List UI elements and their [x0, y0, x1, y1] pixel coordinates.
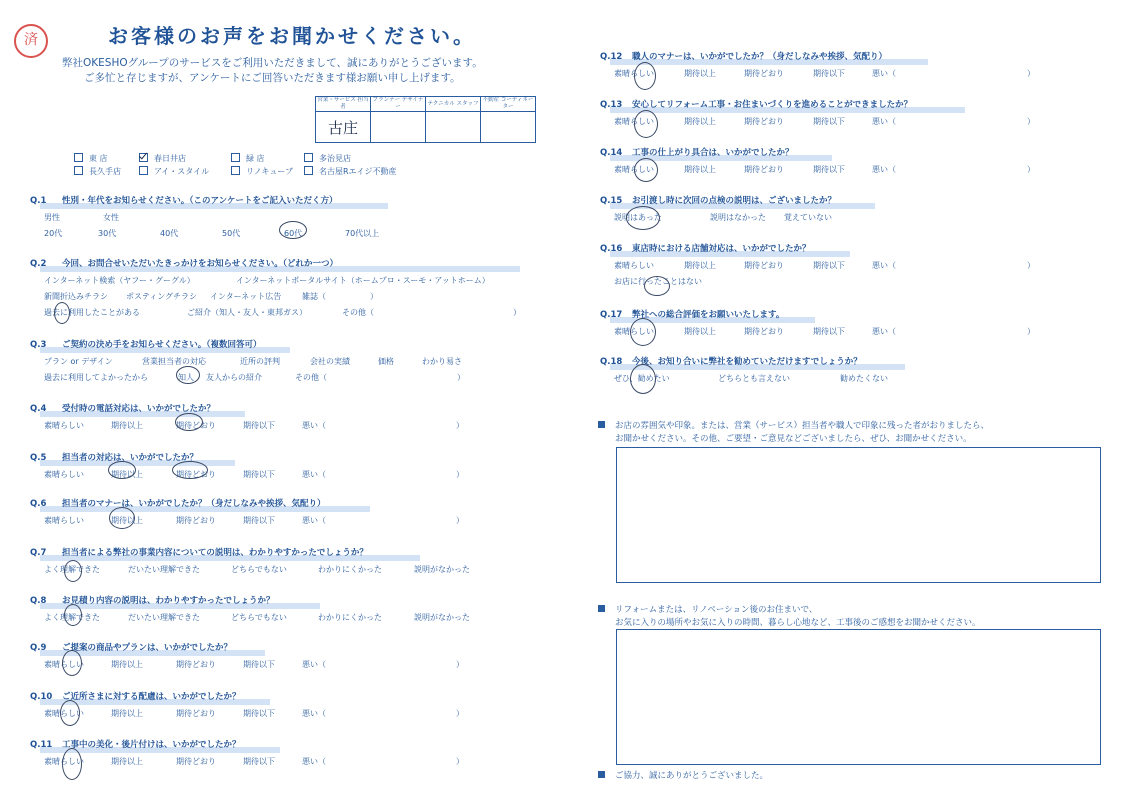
answer-option[interactable]: 素晴らしい	[44, 660, 84, 669]
answer-mark	[172, 461, 208, 479]
answer-option[interactable]: 悪い（	[872, 117, 896, 126]
thanks-footer: ご協力、誠にありがとうございました。	[598, 770, 768, 783]
question-text: 今後、お知り合いに弊社を勧めていただけますでしょうか？	[632, 357, 862, 367]
answer-option[interactable]: 素晴らしい	[614, 261, 654, 270]
question-15-heading	[600, 194, 836, 206]
store-kasugai[interactable]: 春日井店	[139, 153, 186, 164]
question-number: Q.10	[30, 692, 53, 702]
question-text: 今回、お問合せいただいたきっかけをお知らせください。（どれか一つ）	[62, 259, 338, 269]
store-higashi[interactable]: 東 店	[74, 153, 108, 164]
staff-entry-technical[interactable]	[426, 112, 481, 143]
answer-option[interactable]: わかり易さ	[422, 357, 462, 366]
answer-option[interactable]: ）	[457, 373, 465, 382]
question-text: ご契約の決め手をお知らせください。（複数回答可）	[62, 340, 262, 350]
answer-option[interactable]: ）	[1027, 327, 1035, 336]
answer-mark	[64, 604, 82, 626]
answer-option[interactable]: わかりにくかった	[318, 613, 382, 622]
answer-option[interactable]: 悪い（	[872, 327, 896, 336]
answer-option[interactable]: 会社の実績	[310, 357, 350, 366]
answer-option[interactable]: 期待以上	[111, 709, 143, 718]
answer-option[interactable]: 期待どおり	[176, 470, 216, 479]
answer-option[interactable]: 素晴らしい	[614, 117, 654, 126]
answer-option[interactable]: ）	[456, 470, 464, 479]
answer-mark	[634, 62, 656, 90]
answer-option[interactable]: 期待以上	[684, 165, 716, 174]
answer-option[interactable]: ）	[456, 757, 464, 766]
answer-option[interactable]: 期待どおり	[744, 261, 784, 270]
answer-mark	[54, 302, 70, 324]
question-7-heading	[30, 546, 368, 558]
answer-option[interactable]: 素晴らしい	[44, 757, 84, 766]
question-number: Q.17	[600, 310, 623, 320]
question-number: Q.9	[30, 643, 47, 653]
question-number: Q.13	[600, 100, 623, 110]
page-title: お客様のお声をお聞かせください。	[108, 24, 476, 48]
answer-option[interactable]: 70代以上	[345, 229, 380, 238]
answer-option[interactable]: 悪い（	[302, 709, 326, 718]
answer-option[interactable]: 期待どおり	[176, 660, 216, 669]
answer-option[interactable]: ）	[1027, 165, 1035, 174]
answer-option[interactable]: どちらとも言えない	[718, 374, 790, 383]
answer-option[interactable]: その他（	[295, 373, 327, 382]
answer-option[interactable]: だいたい理解できた	[128, 613, 200, 622]
answer-mark	[634, 158, 658, 182]
answer-option[interactable]: 期待どおり	[176, 757, 216, 766]
answer-option[interactable]: 30代	[98, 229, 117, 238]
answer-option[interactable]: 友人からの紹介	[206, 373, 262, 382]
answer-option[interactable]: ポスティングチラシ	[126, 292, 198, 301]
answer-option[interactable]: 期待どおり	[744, 117, 784, 126]
answer-mark	[108, 461, 136, 479]
question-text: 担当者のマナーは、いかがでしたか？（身だしなみや挨拶、気配り）	[62, 499, 326, 509]
answer-mark	[176, 366, 200, 384]
answer-option[interactable]: ）	[1027, 261, 1035, 270]
answer-option[interactable]: 期待以下	[813, 327, 845, 336]
answer-mark	[175, 413, 203, 431]
answer-option[interactable]: どちらでもない	[231, 613, 287, 622]
answer-mark	[109, 507, 135, 529]
question-text: 安心してリフォーム工事・お住まいづくりを進めることができましたか？	[632, 100, 913, 110]
staff-header-technical: テクニカル スタッフ	[426, 97, 481, 112]
answer-option[interactable]: インターネットポータルサイト（ホームプロ・スーモ・アットホーム）	[236, 276, 490, 285]
answer-option[interactable]: 40代	[160, 229, 179, 238]
answer-option[interactable]: ）	[456, 516, 464, 525]
question-5-heading	[30, 451, 198, 463]
answer-option[interactable]: 期待以上	[111, 470, 143, 479]
answer-option[interactable]: 期待以下	[243, 516, 275, 525]
question-3-heading	[30, 338, 262, 350]
answer-mark	[630, 318, 656, 346]
answer-option[interactable]: 期待以上	[684, 69, 716, 78]
comment-box-2[interactable]	[616, 629, 1101, 765]
answer-option[interactable]: 説明はなかった	[710, 213, 766, 222]
answer-option[interactable]: 悪い（	[872, 69, 896, 78]
staff-table	[315, 96, 536, 143]
question-12-heading	[600, 50, 887, 62]
answer-option[interactable]: 期待以上	[684, 327, 716, 336]
answer-option[interactable]: どちらでもない	[231, 565, 287, 574]
answer-mark	[630, 364, 656, 394]
answer-option[interactable]: 期待どおり	[744, 327, 784, 336]
question-text: 東店時における店舗対応は、いかがでしたか？	[632, 244, 811, 254]
comment-prompt-1-cont: お聞かせください。その他、ご要望・ご意見などございましたら、ぜひ、お聞かせください。	[615, 434, 972, 444]
answer-option[interactable]: 悪い（	[302, 470, 326, 479]
answer-option[interactable]: 悪い（	[302, 660, 326, 669]
answer-option[interactable]: 悪い（	[872, 261, 896, 270]
question-text: 担当者の対応は、いかがでしたか？	[62, 453, 199, 463]
answer-option[interactable]: 期待以下	[813, 261, 845, 270]
answer-option[interactable]: 20代	[44, 229, 63, 238]
answer-option[interactable]: 期待以下	[813, 69, 845, 78]
answer-option[interactable]: 悪い（	[302, 516, 326, 525]
question-text: 受付時の電話対応は、いかがでしたか？	[62, 404, 216, 414]
answer-option[interactable]: ）	[370, 292, 378, 301]
question-number: Q.15	[600, 196, 623, 206]
answer-option[interactable]: 覚えていない	[784, 213, 832, 222]
answer-option[interactable]: 期待以上	[684, 117, 716, 126]
answer-option[interactable]: 男性	[44, 213, 60, 222]
answer-option[interactable]: 説明がなかった	[414, 613, 470, 622]
answer-option[interactable]: 期待どおり	[176, 421, 216, 430]
processed-stamp: 済	[14, 24, 48, 58]
answer-mark	[62, 650, 82, 676]
answer-option[interactable]: 過去に利用したことがある	[44, 308, 140, 317]
question-number: Q.1	[30, 196, 47, 206]
answer-option[interactable]: ）	[456, 709, 464, 718]
question-14-heading	[600, 146, 794, 158]
answer-option[interactable]: 期待以下	[243, 421, 275, 430]
answer-option[interactable]: お店に行ったことはない	[614, 277, 702, 286]
comment-prompt-2: リフォームまたは、リノベーション後のお住まいで、	[598, 604, 817, 617]
question-text: お見積り内容の説明は、わかりやすかったでしょうか？	[62, 596, 275, 606]
answer-mark	[62, 748, 82, 780]
question-text: 職人のマナーは、いかがでしたか？（身だしなみや挨拶、気配り）	[632, 52, 888, 62]
question-2-heading	[30, 257, 338, 269]
answer-option[interactable]: プラン or デザイン	[44, 357, 113, 366]
answer-option[interactable]: 期待以上	[111, 757, 143, 766]
answer-option[interactable]: 期待以上	[684, 261, 716, 270]
answer-option[interactable]: 説明はあった	[614, 213, 662, 222]
answer-option[interactable]: 雑誌（	[302, 292, 326, 301]
answer-mark	[626, 206, 660, 230]
answer-option[interactable]: ）	[513, 308, 521, 317]
answer-option[interactable]: 近所の評判	[240, 357, 280, 366]
question-number: Q.4	[30, 404, 47, 414]
question-number: Q.12	[600, 52, 623, 62]
answer-option[interactable]: 50代	[222, 229, 241, 238]
store-i-style[interactable]: アイ・スタイル	[139, 166, 209, 177]
answer-mark	[634, 110, 658, 138]
answer-option[interactable]: 素晴らしい	[614, 165, 654, 174]
staff-entry-planner[interactable]	[371, 112, 426, 143]
store-renocube[interactable]: リノキューブ	[231, 166, 293, 177]
answer-mark	[60, 700, 80, 726]
answer-option[interactable]: ぜひ、勧めたい	[614, 374, 670, 383]
answer-option[interactable]: 期待どおり	[176, 709, 216, 718]
question-text: 担当者による弊社の事業内容についての説明は、わかりやすかったでしょうか？	[62, 548, 368, 558]
comment-prompt-2-cont: お気に入りの場所やお気に入りの時間、暮らし心地など、工事後のご感想をお聞かせください。	[615, 618, 981, 628]
staff-entry-sales[interactable]: 古庄	[316, 112, 371, 143]
answer-option[interactable]: 説明がなかった	[414, 565, 470, 574]
question-17-heading	[600, 308, 784, 320]
answer-option[interactable]: 価格	[378, 357, 394, 366]
question-1-heading	[30, 194, 338, 206]
question-6-heading	[30, 497, 326, 509]
answer-option[interactable]: わかりにくかった	[318, 565, 382, 574]
answer-option[interactable]: 素晴らしい	[44, 516, 84, 525]
comment-prompt-1: お店の雰囲気や印象。または、営業（サービス）担当者や職人で印象に残った者がおりましたら、	[598, 420, 989, 433]
question-16-heading	[600, 242, 811, 254]
question-text: 性別・年代をお知らせください。（このアンケートをご記入いただく方）	[62, 196, 338, 206]
answer-option[interactable]: 素晴らしい	[614, 327, 654, 336]
answer-option[interactable]: インターネット検索（ヤフー・グーグル）	[44, 276, 195, 285]
answer-option[interactable]: 期待どおり	[744, 165, 784, 174]
answer-option[interactable]: 悪い（	[302, 757, 326, 766]
answer-option[interactable]: 過去に利用してよかったから	[44, 373, 148, 382]
store-nagoya-r-age[interactable]: 名古屋Rエイジ不動産	[304, 166, 397, 177]
staff-header-realestate: 不動産 コーディネーター	[481, 97, 536, 112]
answer-option[interactable]: 悪い（	[872, 165, 896, 174]
question-number: Q.14	[600, 148, 623, 158]
answer-option[interactable]: 素晴らしい	[614, 69, 654, 78]
answer-option[interactable]: 期待以下	[813, 117, 845, 126]
answer-option[interactable]: 期待以下	[243, 709, 275, 718]
answer-option[interactable]: ご紹介（知人・友人・東邦ガス）	[187, 308, 307, 317]
answer-option[interactable]: 60代	[284, 229, 303, 238]
answer-option[interactable]: ）	[1027, 69, 1035, 78]
answer-option[interactable]: ）	[1027, 117, 1035, 126]
question-number: Q.7	[30, 548, 47, 558]
question-text: ご提案の商品やプランは、いかがでしたか？	[62, 643, 233, 653]
question-11-heading	[30, 738, 241, 750]
question-text: 工事中の美化・後片付けは、いかがでしたか？	[62, 740, 241, 750]
question-10-heading	[30, 690, 241, 702]
question-number: Q.18	[600, 357, 623, 367]
question-number: Q.11	[30, 740, 53, 750]
question-text: ご近所さまに対する配慮は、いかがでしたか？	[62, 692, 241, 702]
answer-mark	[644, 276, 670, 296]
answer-option[interactable]: 新聞折込みチラシ	[44, 292, 108, 301]
answer-option[interactable]: 期待以上	[111, 516, 143, 525]
question-number: Q.2	[30, 259, 47, 269]
answer-mark	[279, 221, 307, 239]
store-nagakute[interactable]: 長久手店	[74, 166, 121, 177]
answer-option[interactable]: 期待どおり	[744, 69, 784, 78]
answer-option[interactable]: 悪い（	[302, 421, 326, 430]
question-9-heading	[30, 641, 232, 653]
answer-option[interactable]: 勧めたくない	[840, 374, 888, 383]
question-number: Q.6	[30, 499, 47, 509]
question-number: Q.16	[600, 244, 623, 254]
answer-option[interactable]: 期待以下	[243, 757, 275, 766]
store-midori[interactable]: 緑 店	[231, 153, 265, 164]
answer-option[interactable]: ）	[456, 421, 464, 430]
answer-option[interactable]: 期待以下	[243, 470, 275, 479]
answer-option[interactable]: 期待以下	[813, 165, 845, 174]
answer-option[interactable]: よく理解できた	[44, 565, 100, 574]
answer-option[interactable]: その他（	[342, 308, 374, 317]
question-text: 弊社への総合評価をお願いいたします。	[632, 310, 785, 320]
comment-box-1[interactable]	[616, 447, 1101, 583]
store-tajimi[interactable]: 多治見店	[304, 153, 351, 164]
answer-option[interactable]: 女性	[103, 213, 119, 222]
answer-option[interactable]: 期待以上	[111, 421, 143, 430]
answer-option[interactable]: 営業担当者の対応	[142, 357, 206, 366]
answer-option[interactable]: 期待以下	[243, 660, 275, 669]
answer-option[interactable]: 期待以上	[111, 660, 143, 669]
question-number: Q.3	[30, 340, 47, 350]
staff-header-planner: プランナー デザイナー	[371, 97, 426, 112]
question-number: Q.5	[30, 453, 47, 463]
answer-option[interactable]: 期待どおり	[176, 516, 216, 525]
question-8-heading	[30, 594, 275, 606]
answer-option[interactable]: インターネット広告	[210, 292, 282, 301]
question-number: Q.8	[30, 596, 47, 606]
intro-text-1: 弊社OKESHOグループのサービスをご利用いただきまして、誠にありがとうございます。	[62, 57, 483, 69]
intro-text-2: ご多忙と存じますが、アンケートにご回答いただきます様お願い申し上げます。	[84, 72, 461, 84]
answer-mark	[64, 560, 82, 582]
question-13-heading	[600, 98, 912, 110]
question-text: 工事の仕上がり具合は、いかがでしたか？	[632, 148, 794, 158]
answer-option[interactable]: よく理解できた	[44, 613, 100, 622]
staff-entry-realestate[interactable]	[481, 112, 536, 143]
answer-option[interactable]: ）	[456, 660, 464, 669]
answer-option[interactable]: 知人	[178, 373, 194, 382]
answer-option[interactable]: 素晴らしい	[44, 421, 84, 430]
answer-option[interactable]: だいたい理解できた	[128, 565, 200, 574]
question-text: お引渡し時に次回の点検の説明は、ございましたか？	[632, 196, 837, 206]
answer-option[interactable]: 素晴らしい	[44, 470, 84, 479]
answer-option[interactable]: 素晴らしい	[44, 709, 84, 718]
staff-header-sales: 営業・サービス 担当者	[317, 97, 369, 110]
